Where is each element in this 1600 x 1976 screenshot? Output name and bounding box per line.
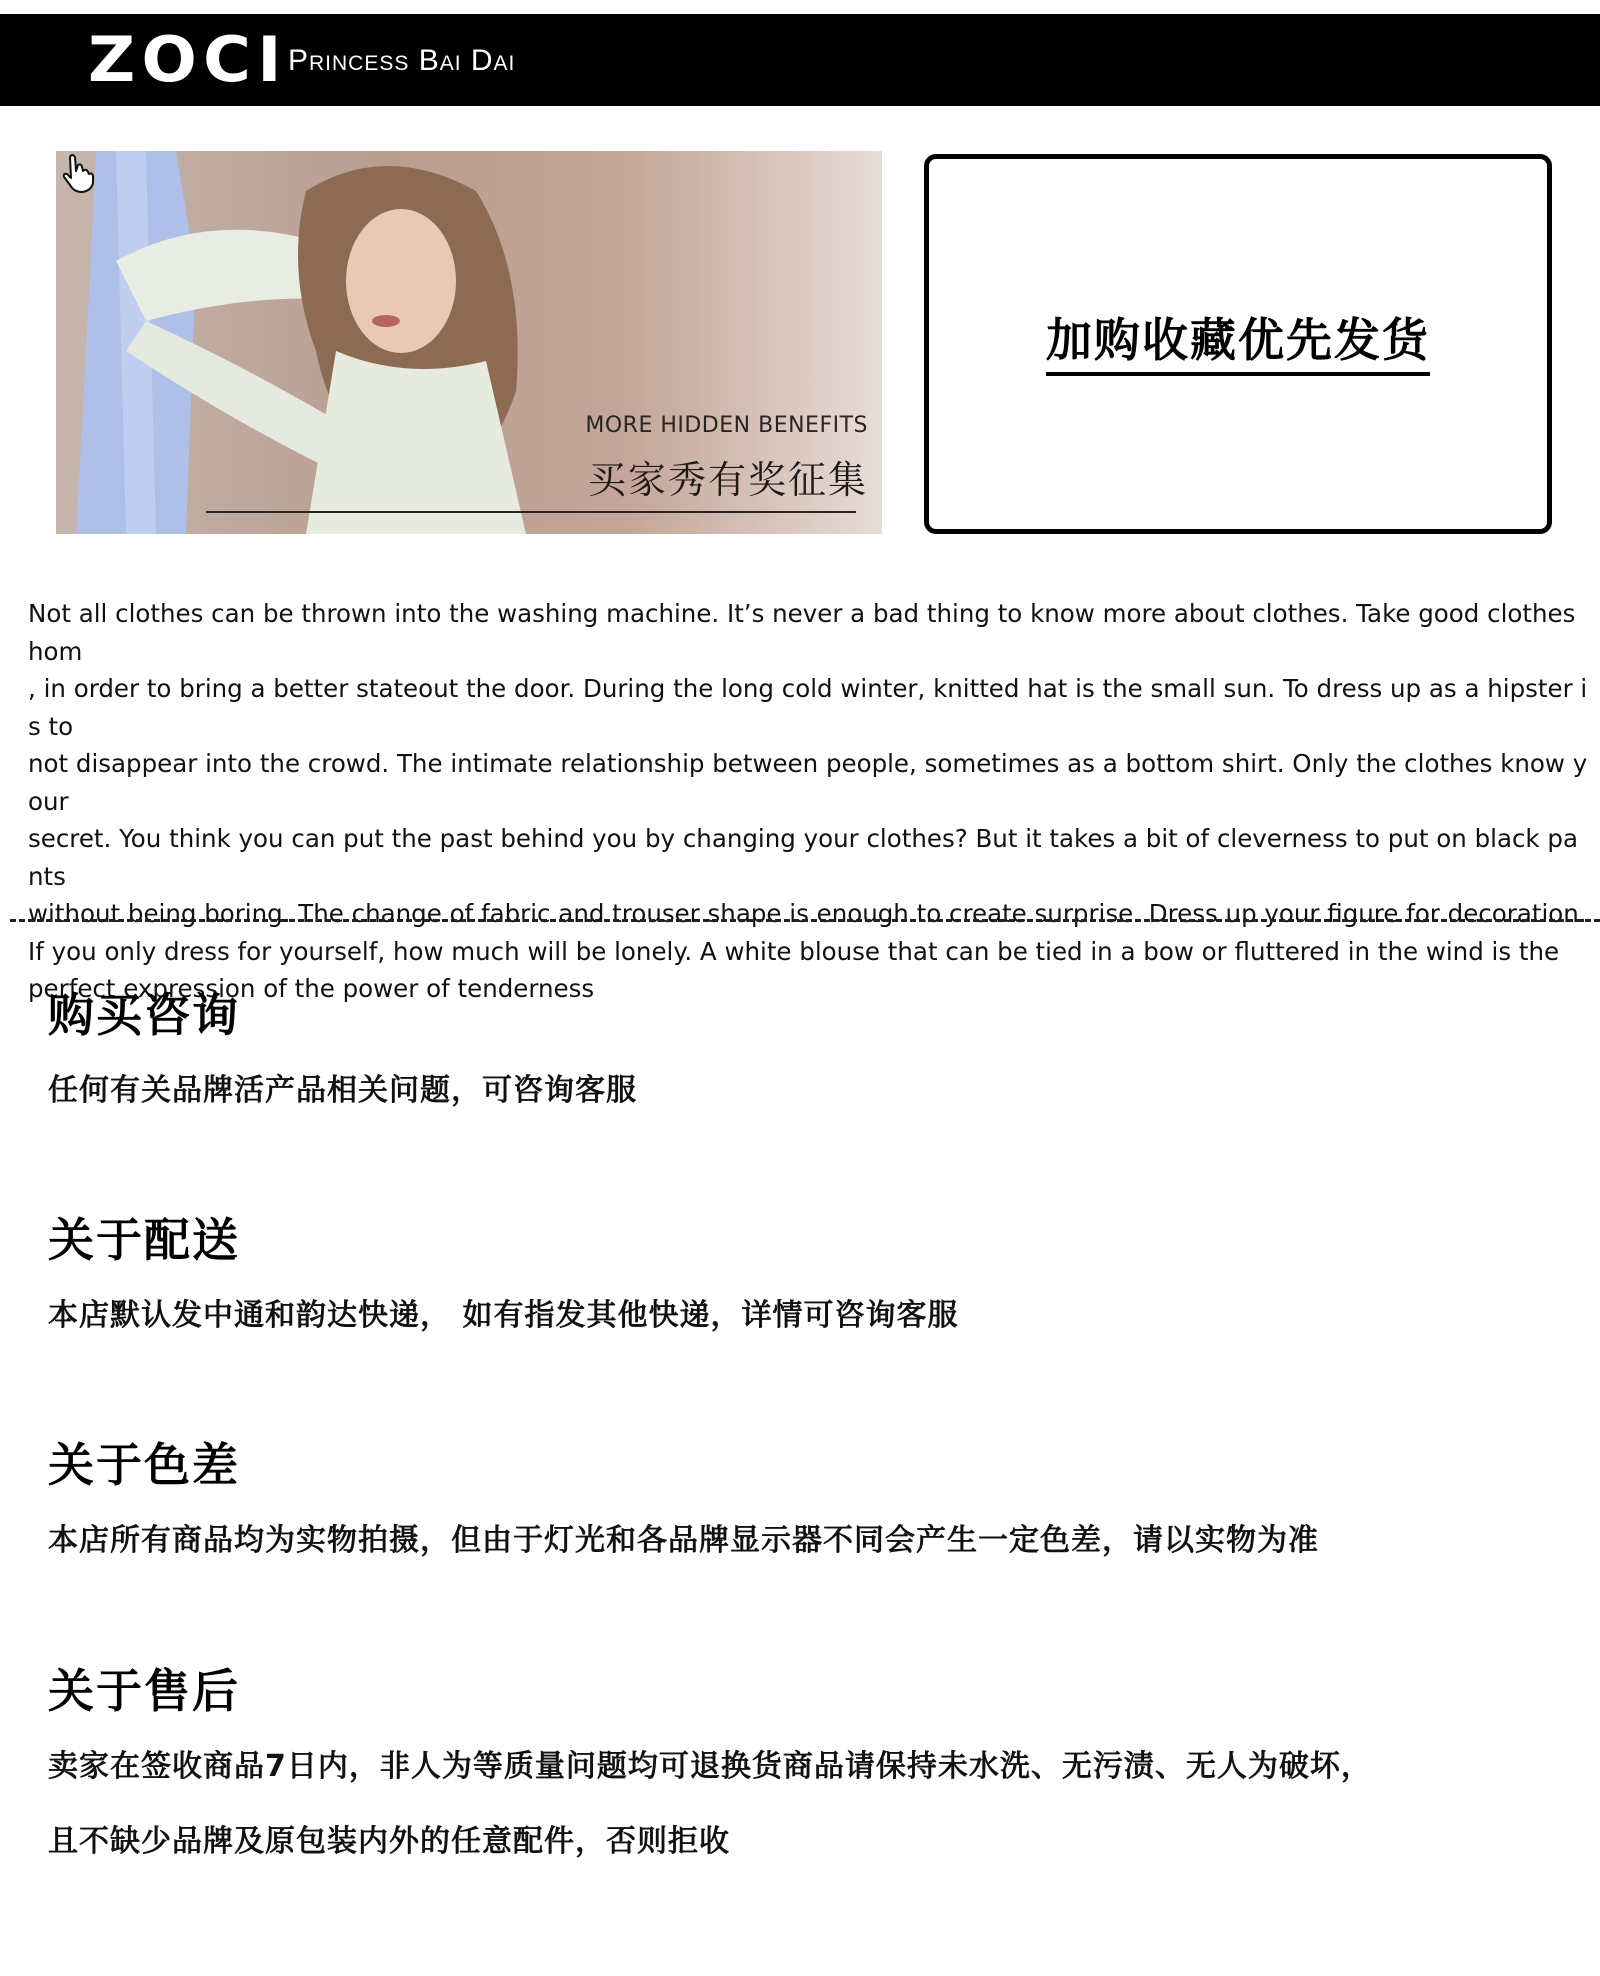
section-body-delivery: 本店默认发中通和韵达快递， 如有指发其他快递，详情可咨询客服 xyxy=(48,1298,959,1333)
banner-title: 买家秀有奖征集 xyxy=(587,458,868,502)
dashed-divider xyxy=(10,919,1600,922)
section-body-after-sales-line-1: 卖家在签收商品7日内，非人为等质量问题均可退换货商品请保持未水洗、无污渍、无人为破坏， xyxy=(48,1749,1372,1784)
section-body-color-difference: 本店所有商品均为实物拍摄，但由于灯光和各品牌显示器不同会产生一定色差，请以实物为准 xyxy=(48,1523,1319,1558)
buyer-show-banner[interactable] xyxy=(56,151,882,534)
banner-underline xyxy=(206,511,856,513)
brand-tagline: Princess Bai Dai xyxy=(288,44,516,77)
section-title-color-difference: 关于色差 xyxy=(48,1438,240,1492)
section-title-purchase-consult: 购买咨询 xyxy=(48,988,240,1042)
banner-subtitle: MORE HIDDEN BENEFITS xyxy=(585,413,868,438)
description-paragraph: Not all clothes can be thrown into the washing machine. It’s never a bad thing to know more about clothes. Take good clothes hom , in order to bring a better stateout the door. During the long cold winter, knitted hat is the small sun. To dress up as a hipster is to not disappear into the crowd. The intimate relationship between people, sometimes as a bottom shirt. Only the clothes know your secret. You think you can put the past behind you by changing your clothes? But it takes a bit of cleverness to put on black pants without being boring. The change of fabric and trouser shape is enough to create surprise. Dress up your figure for decoration. If you only dress for yourself, how much will be lonely. A white blouse that can be tied in a bow or fluttered in the wind is the perfect expression of the power of tenderness xyxy=(28,599,1588,1003)
brand-logo: ZOCI xyxy=(88,23,288,96)
section-title-delivery: 关于配送 xyxy=(48,1213,240,1267)
section-body-purchase-consult: 任何有关品牌活产品相关问题，可咨询客服 xyxy=(48,1073,637,1108)
section-body-after-sales-line-2: 且不缺少品牌及原包装内外的任意配件，否则拒收 xyxy=(48,1824,730,1859)
brand-header xyxy=(0,14,1600,106)
add-to-cart-promo[interactable] xyxy=(924,154,1552,534)
promo-text: 加购收藏优先发货 xyxy=(1046,304,1430,376)
section-title-after-sales: 关于售后 xyxy=(48,1664,240,1718)
pointer-hand-icon xyxy=(56,151,100,195)
